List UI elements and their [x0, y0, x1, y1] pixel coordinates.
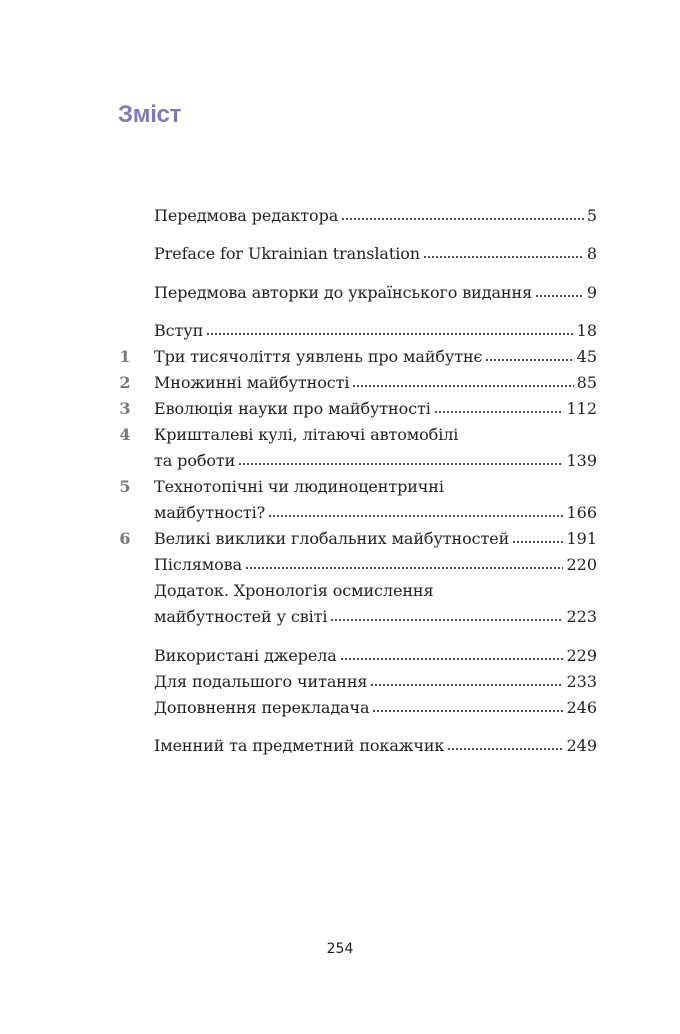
- dot-leader: [370, 683, 563, 687]
- toc-page-number: 139: [566, 451, 597, 470]
- toc-page-number: 5: [586, 206, 597, 225]
- dot-leader: [238, 462, 563, 466]
- dot-leader: [434, 410, 564, 414]
- toc-entry-title: Множинні майбутності: [154, 373, 350, 392]
- toc-entry-title: Передмова авторки до українського видання: [154, 283, 533, 302]
- chapter-number: 6: [119, 529, 131, 548]
- toc-entry-title: Кришталеві кулі, літаючі автомобілі: [154, 425, 459, 444]
- toc-page-number: 18: [576, 321, 597, 340]
- toc-page-number: 229: [566, 646, 597, 665]
- dot-leader: [330, 618, 563, 622]
- chapter-number: 3: [119, 399, 131, 418]
- toc-entry-title: Використані джерела: [154, 646, 337, 665]
- toc-page-number: 166: [566, 503, 597, 522]
- toc-page-number: 112: [566, 399, 597, 418]
- chapter-number: 1: [119, 347, 131, 366]
- dot-leader: [372, 709, 563, 713]
- chapter-number: 2: [119, 373, 131, 392]
- toc-entry-title-continued: та роботи: [154, 451, 236, 470]
- toc-entry-title: Вступ: [154, 321, 204, 340]
- toc-entry-title: Доповнення перекладача: [154, 698, 370, 717]
- toc-entry-title: Три тисячоліття уявлень про майбутнє: [154, 347, 483, 366]
- toc-entry-title-continued: майбутностей у світі: [154, 607, 328, 626]
- toc-page-number: 8: [586, 244, 597, 263]
- dot-leader: [341, 217, 584, 221]
- toc-page-number: 45: [576, 347, 597, 366]
- dot-leader: [340, 657, 564, 661]
- toc-page-number: 223: [566, 607, 597, 626]
- toc-page-number: 9: [586, 283, 597, 302]
- chapter-number: 4: [119, 425, 131, 444]
- toc-page-number: 246: [566, 698, 597, 717]
- dot-leader: [245, 566, 563, 570]
- dot-leader: [512, 540, 563, 544]
- dot-leader: [206, 332, 573, 336]
- toc-entry-title: Еволюція науки про майбутності: [154, 399, 431, 418]
- toc-page-number: 249: [566, 736, 597, 755]
- toc-entry-title: Додаток. Хронологія осмислення: [154, 581, 434, 600]
- toc-entry-title: Іменний та предметний покажчик: [154, 736, 445, 755]
- toc-entry-title-continued: майбутності?: [154, 503, 266, 522]
- chapter-number: 5: [119, 477, 131, 496]
- dot-leader: [352, 384, 573, 388]
- folio-page-number: 254: [326, 941, 354, 957]
- toc-entry-title: Для подальшого читання: [154, 672, 368, 691]
- toc-page-number: 233: [566, 672, 597, 691]
- dot-leader: [268, 514, 563, 518]
- toc-entry-title: Технотопічні чи людиноцентричні: [154, 477, 444, 496]
- toc-page-number: 220: [566, 555, 597, 574]
- toc-page-number: 85: [576, 373, 597, 392]
- toc-entry-title: Preface for Ukrainian translation: [154, 244, 420, 263]
- toc-page-number: 191: [566, 529, 597, 548]
- toc-entry-title: Великі виклики глобальних майбутностей: [154, 529, 510, 548]
- dot-leader: [447, 747, 563, 751]
- dot-leader: [535, 294, 584, 298]
- page-title: Зміст: [118, 101, 182, 128]
- toc-entry-title: Післямова: [154, 555, 243, 574]
- toc-entry-title: Передмова редактора: [154, 206, 339, 225]
- dot-leader: [485, 358, 573, 362]
- dot-leader: [423, 255, 584, 259]
